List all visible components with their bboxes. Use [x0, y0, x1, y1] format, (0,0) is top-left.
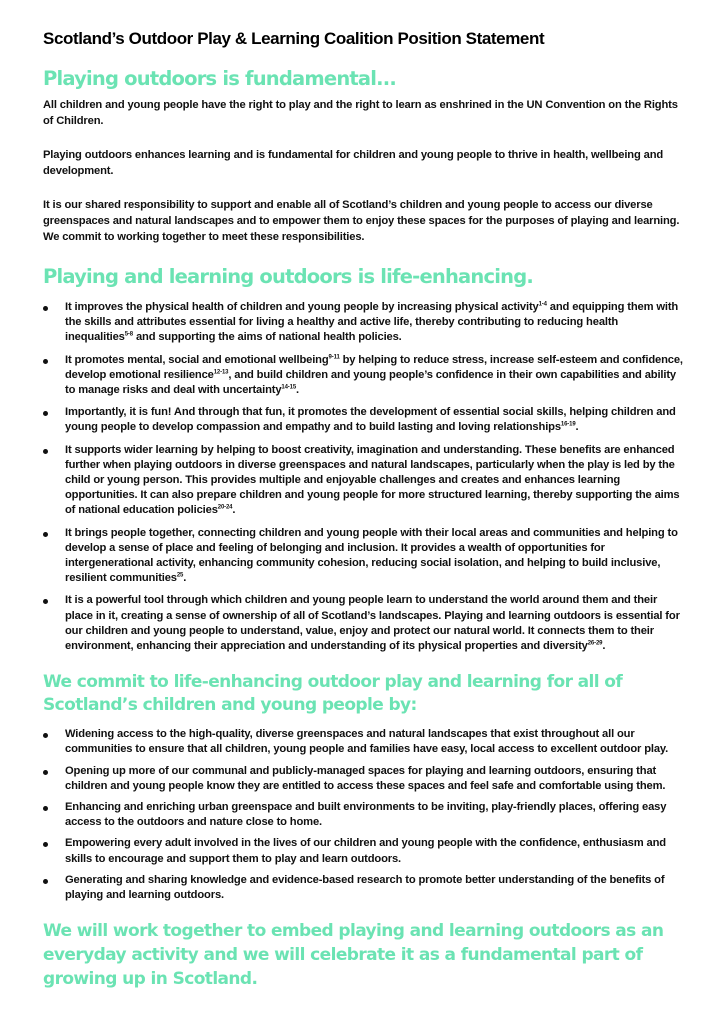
list-item: Empowering every adult involved in the lives of our children and young people with the confidence, enthusiasm and skills to encourage and support them to play and learn outdoors.	[43, 836, 683, 866]
list-item: It improves the physical health of children and young people by increasing physical activity$^{1-4}$ and equipping them with the skills and attributes essential for living a healthy and active life, thereby contributing to reducing health inequalities$^{5-8}$ and supporting the aims of national health policies.	[43, 300, 683, 346]
section-heading-commitments: We commit to life-enhancing outdoor play and learning for all of Scotland’s children and young people by:	[43, 672, 623, 716]
bullet-icon	[43, 411, 48, 416]
bullet-icon	[43, 770, 48, 775]
bullet-icon	[43, 879, 48, 884]
list-item: It brings people together, connecting children and young people with their local areas and communities and helping to develop a sense of place and feeling of belonging and inclusion. It provides a wealth of opportunities for intergenerational activity, enhancing community cohesion, reducing social isolation, and helping to build inclusive, resilient communities$^{25}$.	[43, 526, 683, 587]
bullet-icon	[43, 532, 48, 537]
bullet-icon	[43, 806, 48, 811]
benefits-list	[43, 300, 683, 654]
document-page	[43, 27, 683, 991]
list-item: Opening up more of our communal and publicly-managed spaces for playing and learning outdoors, ensuring that children and young people know they are entitled to access these spaces and feel safe and comfortable using them.	[43, 764, 683, 794]
section-heading-life-enhancing: Playing and learning outdoors is life-enhancing.	[43, 265, 533, 288]
list-item: It promotes mental, social and emotional wellbeing$^{9-11}$ by helping to reduce stress, increase self-esteem and confidence, develop emotional resilience$^{12-13}$, and build children and young people’s confidence in their own capabilities and ability to manage risks and deal with uncertainty$^{14-15}$.	[43, 353, 683, 399]
bullet-icon	[43, 449, 48, 454]
bullet-icon	[43, 599, 48, 604]
paragraph-shared-responsibility: It is our shared responsibility to support and enable all of Scotland’s children and young people to access our diverse greenspaces and natural landscapes and to empower them to enjoy these spaces for the purposes of playing and learning. We commit to working together to meet these responsibilities.	[43, 199, 680, 243]
closing-statement: We will work together to embed playing and learning outdoors as an everyday activity and we will celebrate it as a fundamental part of growing up in Scotland.	[43, 921, 664, 990]
bullet-icon	[43, 306, 48, 311]
document-title: Scotland’s Outdoor Play & Learning Coalition Position Statement	[43, 29, 545, 48]
list-item: It supports wider learning by helping to boost creativity, imagination and understanding. These benefits are enhanced further when playing outdoors in diverse greenspaces and natural landscapes, particularly when the play is led by the child or young person. This provides multiple and enjoyable challenges and creates and enhances learning opportunities. It can also prepare children and young people for more structured learning, thereby supporting the aims of national education policies$^{20-24}$.	[43, 443, 683, 519]
section-heading-fundamental: Playing outdoors is fundamental...	[43, 67, 396, 90]
list-item: Generating and sharing knowledge and evidence-based research to promote better understanding of the benefits of playing and learning outdoors.	[43, 873, 683, 903]
list-item: Enhancing and enriching urban greenspace and built environments to be inviting, play-friendly places, offering easy access to the outdoors and nature close to home.	[43, 800, 683, 830]
bullet-icon	[43, 842, 48, 847]
list-item: It is a powerful tool through which children and young people learn to understand the world around them and their place in it, creating a sense of ownership of all of Scotland’s landscapes. Playing and learning outdoors is essential for our children and young people to understand, value, enjoy and protect our natural world. It connects them to their environment, enhancing their appreciation and understanding of its physical properties and diversity$^{26-29}$.	[43, 593, 683, 654]
paragraph-rights: All children and young people have the right to play and the right to learn as enshrined in the UN Convention on the Rights of Children.	[43, 99, 678, 127]
paragraph-enhances-learning: Playing outdoors enhances learning and is fundamental for children and young people to thrive in health, wellbeing and development.	[43, 149, 664, 177]
commitments-list	[43, 727, 683, 903]
list-item: Widening access to the high-quality, diverse greenspaces and natural landscapes that exist throughout all our communities to ensure that all children, young people and families have easy, local access to excellent outdoor play.	[43, 727, 683, 757]
bullet-icon	[43, 359, 48, 364]
bullet-icon	[43, 733, 48, 738]
list-item: Importantly, it is fun! And through that fun, it promotes the development of essential social skills, helping children and young people to develop compassion and empathy and to build lasting and loving relationships$^{16-19}$.	[43, 405, 683, 435]
